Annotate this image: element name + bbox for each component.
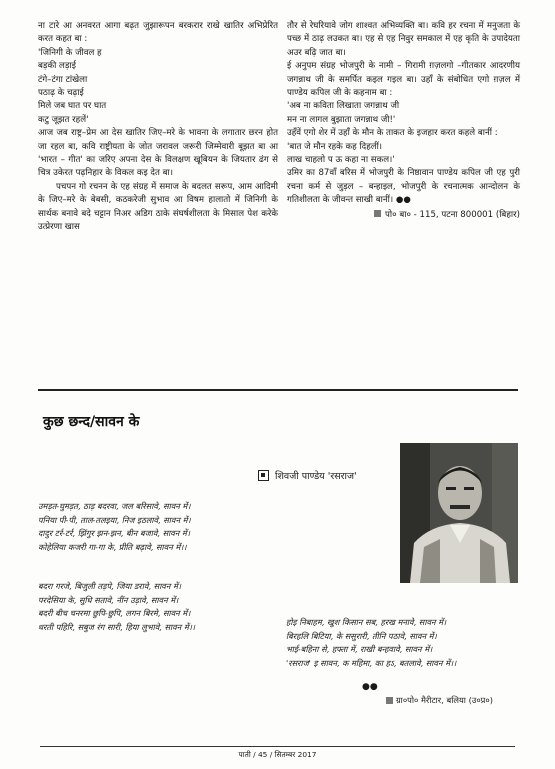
verse-block: [287, 100, 520, 127]
paragraph: तौर से रेघरियावे जोग शाश्वत अभिव्यक्ति बा। कवि हर रचना में मनुजता के पच्छ में ठाढ़ लउकत बा। एह से एह निवुर समकाल में एह कृति के उपादेयता अउर बढ़ि जात बा।: [287, 21, 520, 58]
poem-line: धरती पहिरि, सबुज रंग सारी, हिया लुभावे, सावन में।।: [38, 621, 195, 632]
poem-stanza-3: [286, 616, 456, 670]
poem-line: कोहेलिया कजरी गा-गा के, प्रीति बढ़ावे, सावन में।।: [38, 541, 187, 552]
poem-stanza-2: [38, 580, 195, 634]
verse-line: 'जिनिगी के जीवल ह: [38, 47, 102, 58]
verse-line: लाख चाहलो प ऊ कहा ना सकल।': [287, 155, 395, 166]
address-bullet-icon: [386, 697, 393, 704]
left-column: [38, 20, 278, 235]
verse-line: 'अब ना कविता लिखाता जगन्नाथ जी: [287, 101, 400, 112]
poem-line: उमड़त-घुमड़त, ठाड़ बदरवा, जल बरिसावे, सावन में।: [38, 501, 191, 511]
poem-line: दादुर टर्र-टर्र, झिंगुर झन-झन, बीन बजावे, सावन में।: [38, 528, 190, 538]
poet-address: [386, 695, 493, 706]
verse-line: पठाढ़ के चढ़ाई: [38, 88, 84, 99]
poem-line: होइ निबाहम, खुश किसान सब, हरख मनावे, सावन में।: [286, 617, 447, 627]
verse-line: बड़की लड़ाई: [38, 61, 76, 72]
poem-line: 'रसराज' इ सावन, क महिमा, का हऽ, बतलावे, सावन में।।: [286, 657, 457, 668]
verse-line: मन ना लागल बुझाता जगन्नाथ जी!': [287, 114, 396, 125]
page-footer: पाती / 45 / सितम्बर 2017: [238, 750, 317, 759]
poem-end-mark: ●●: [362, 682, 378, 692]
section-title: कुछ छन्द/सावन के: [43, 414, 140, 430]
section-divider: [38, 389, 518, 391]
paragraph: आज जब राष्ट्र–प्रेम आ देस खातिर जिए–मरे के भावना के लगातार छरन होत जा रहल बा, कवि राष्ट्रीयता के जोत जरावल जरूरी जिम्मेवारी बूझत बा आ 'भारत – गीत' का जरिए अपना देस के विलक्षण खूबियन के जियतार ढंग से चित्र उकेरत पढ़निहार के विकल कइ देत बा।: [38, 128, 278, 179]
poet-address-text: ग्रा०पो० मैरीटार, बलिया (उ०प्र०): [396, 695, 493, 705]
verse-line: मिले जब घात पर घात: [38, 101, 107, 112]
poem-line: बदरा गरजे, बिजुली तड़पे, जिया डरावे, सावन में।: [38, 581, 182, 591]
paragraph: उहँवें एगो शेर में उहाँ के मौन के ताकत के इजहार करत कहले बानीं :: [287, 128, 498, 139]
author-name: शिवजी पाण्डेय 'रसराज': [275, 471, 357, 482]
author-photo: [400, 443, 518, 583]
author-bullet-icon: [258, 470, 269, 481]
author-byline: [258, 469, 357, 482]
poem-stanza-1: [38, 500, 191, 554]
verse-block: [38, 47, 278, 127]
poem-line: भाई-बहिना से, हफ्ता में, राखी बन्हवावे, सावन में।: [286, 644, 433, 654]
footer-rule: [40, 746, 515, 747]
poem-line: परदेसिया के, सुधि सतावे, नींन उड़ावे, सावन में।: [38, 594, 179, 605]
paragraph: उमिर का 87वाँ बरिस में भोजपुरी के निष्ठावान पाण्डेय कपिल जी एह पुरी रचना कर्म से जुड़ल – बन्हाइल, भोजपुरी के रचनात्मक आन्दोलन के गतिशीलता के जीवन्त साखी बानीं। ●●: [287, 168, 520, 206]
poem-line: बिरहलि बिटिया, के ससुरारी, तीनि पठावे, सावन में।: [286, 630, 437, 641]
right-column: [287, 20, 520, 222]
paragraph: ना टारे आ अनवरत आगा बढ़त जुझारूपन बरकरार राखे खातिर अभिप्रेरित करत कहत बा :: [38, 21, 278, 45]
verse-line: 'बात जे मौन रहके कह दिहलीं।: [287, 141, 383, 152]
verse-line: कटु जूझत रहलें': [38, 114, 89, 125]
verse-line: टंगे–टंगा टांखेला: [38, 74, 88, 85]
poem-line: बदरी बीच चनरमा छुपि-छुपि, लगन बिरमे, सावन में।: [38, 608, 191, 618]
article-address: [287, 209, 520, 222]
author-portrait-icon: [400, 443, 518, 583]
address-bullet-icon: [374, 210, 381, 217]
paragraph: पचपन गो रचनन के एह संग्रह में समाज के बदलत सरूप, आम आदिमी के जिए–मरे के बेबसी, कठकरेजी सुभाव आ विषम हालातो में जिनिगी के सार्थक बनावे बदे चट्टान निअर अडिग ठाके संघर्षशीलता के मिसाल पेश करेके उत्प्रेरणा खास: [38, 181, 278, 233]
poem-line: पनिया पी-पी, ताल-तलइया, निज इठलावे, सावन में।: [38, 514, 191, 525]
article-address-text: पो० बा० - 115, पटना 800001 (बिहार): [385, 209, 520, 220]
paragraph: ई अनुपम संग्रह भोजपुरी के नामी – गिरामी ग़ज़लगो –गीतकार आदरणीय जगन्नाथ जी के समर्पित कइल गइल बा। उहाँ के संबोधित एगो ग़ज़ल में पाण्डेय कपिल जी के कहनाम बा :: [287, 61, 520, 99]
verse-block: [287, 141, 520, 168]
